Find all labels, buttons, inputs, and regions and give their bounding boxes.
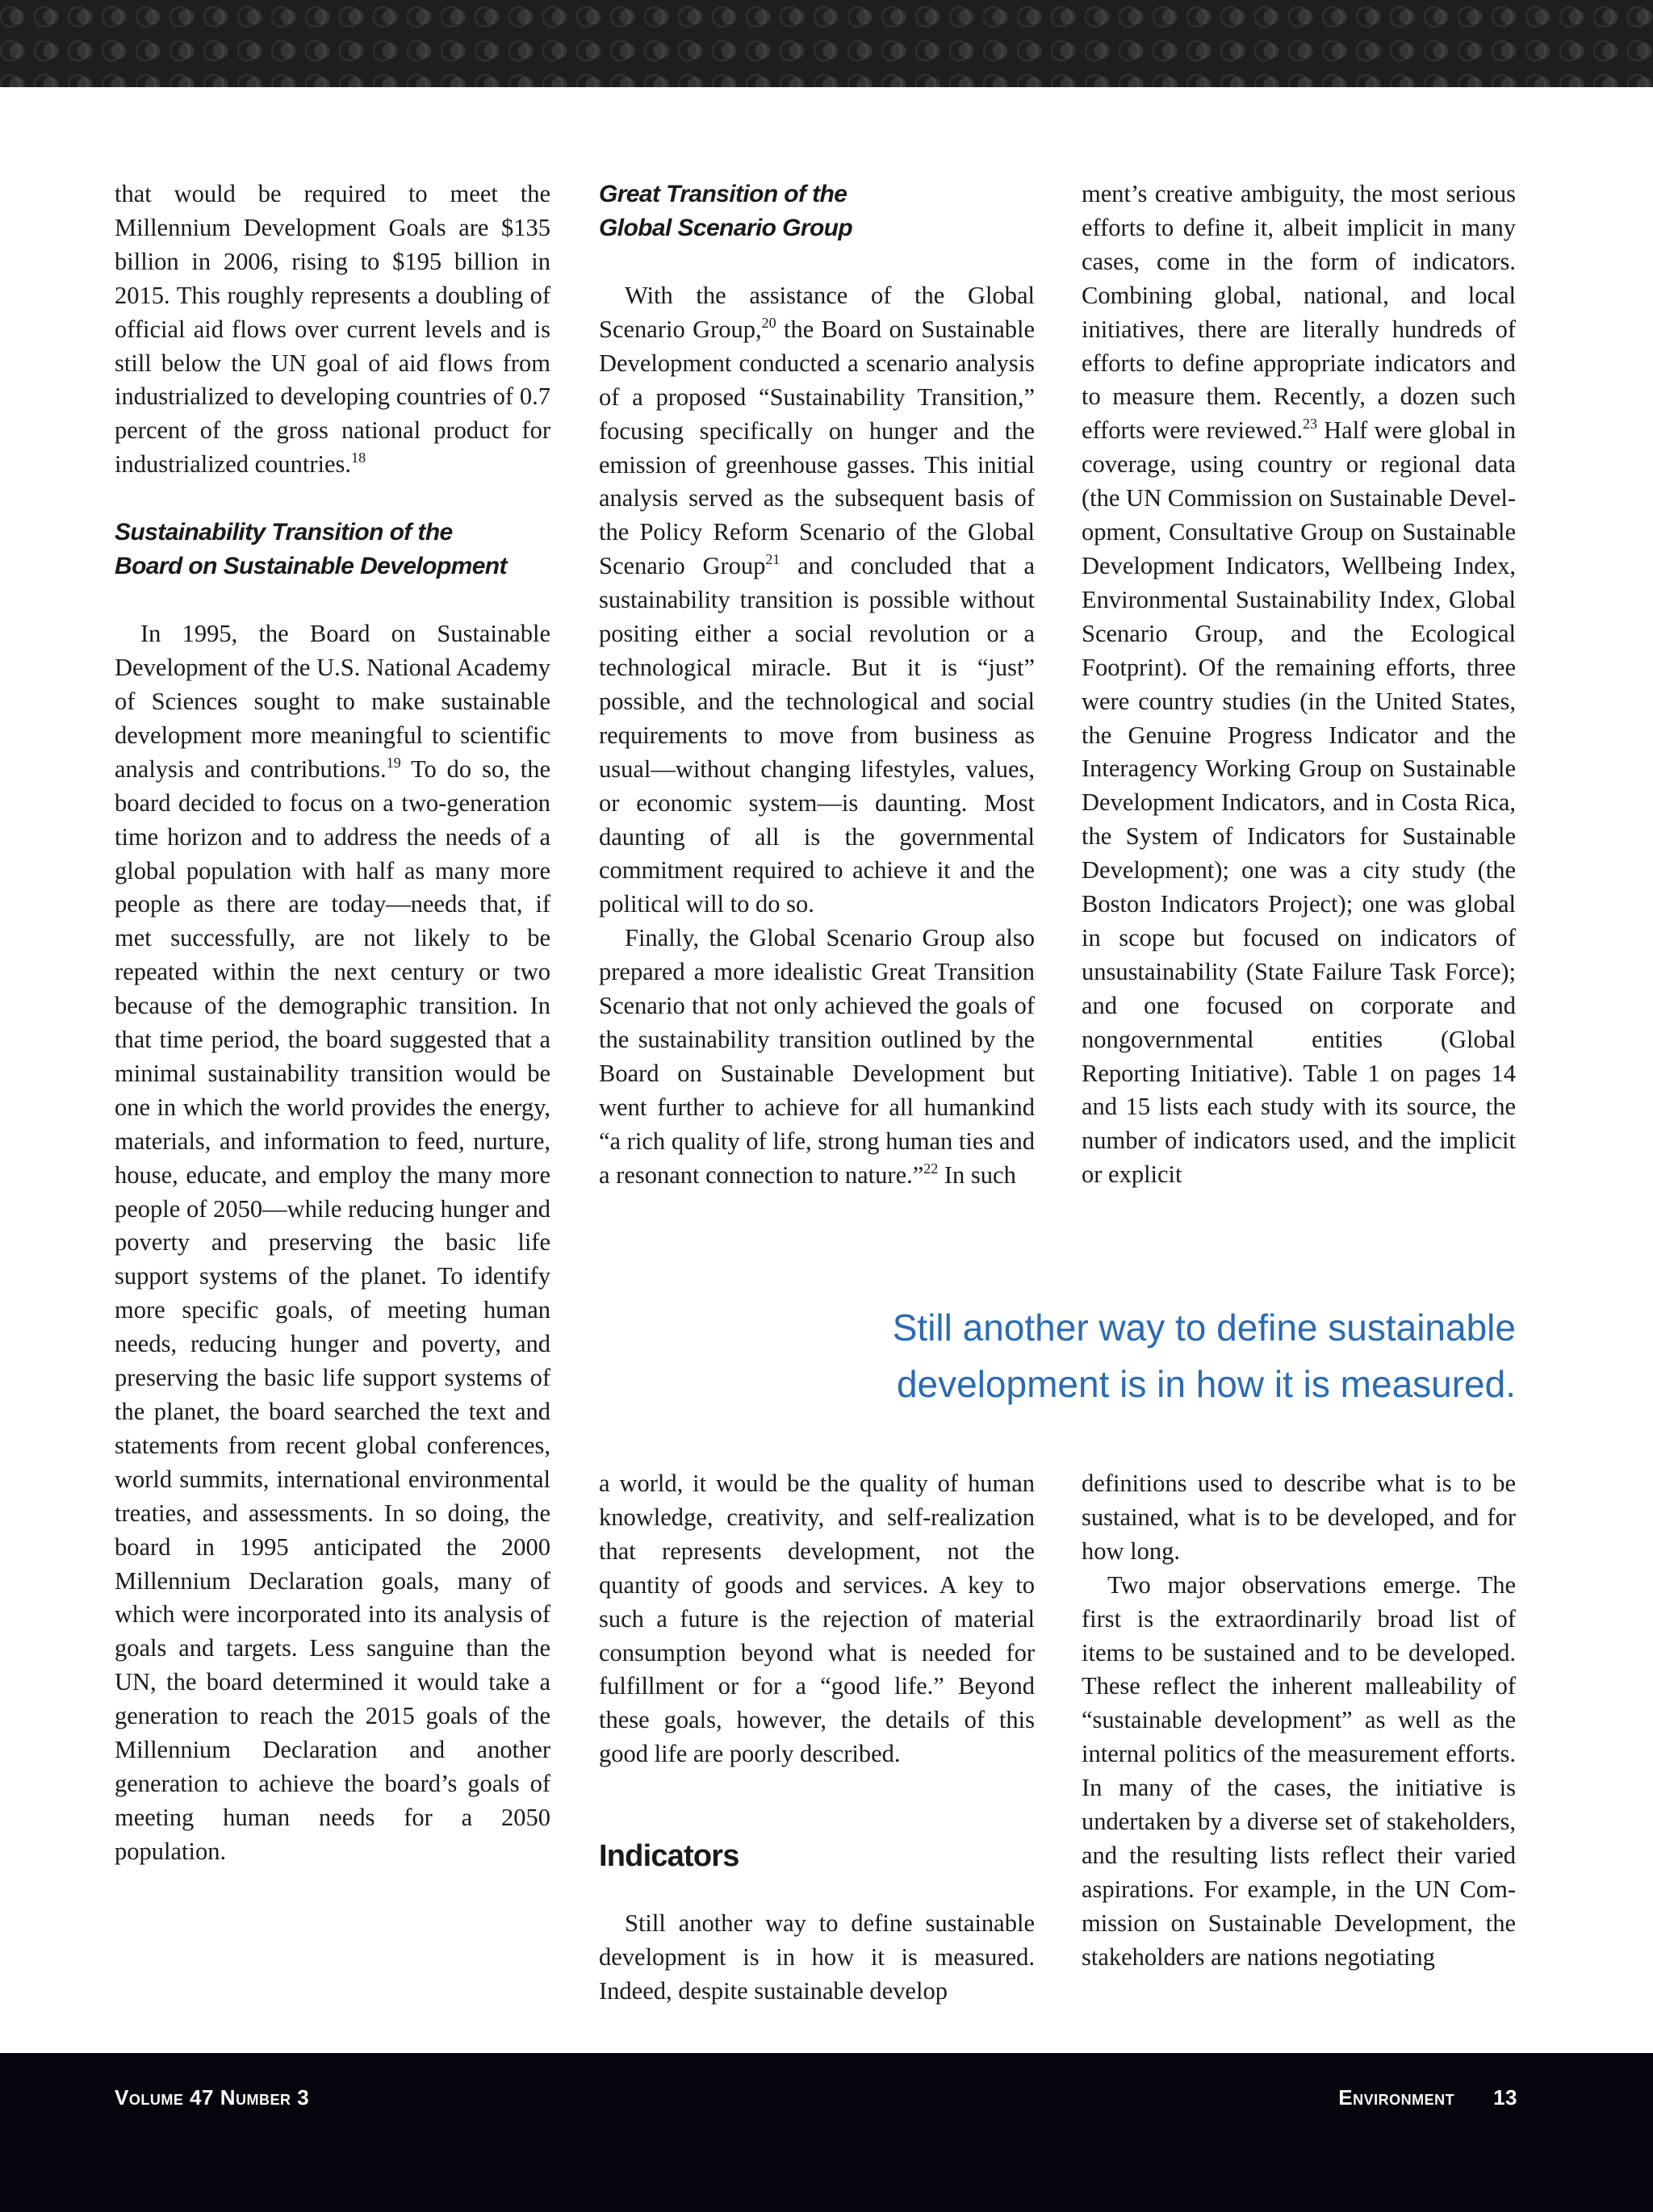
paragraph: In 1995, the Board on Sustainable Development of the U.S. National Academy of Sciences sought to make sustainable development more meaningful to scientific analysis and contributions.$^{19}$ To do so, the board decided to focus on a two-generation time horizon and to address the needs of a global population with half as many more people as there are today—needs that, if met successfully, are not likely to be repeated within the next century or two because of the demographic transition. In that time period, the board suggested that a minimal sustainability transition would be one in which the world provides the energy, materials, and information to feed, nurture, house, educate, and employ the many more people of 2050—while reducing hunger and poverty and preserving the basic life support systems of the planet. To identify more specific goals, of meeting human needs, reducing hunger and poverty, and preserving the basic life support systems of the planet, the board searched the text and statements from recent global conferences, world summits, international environmental treaties, and assessments. In so doing, the board in 1995 anticipated the 2000 Millennium Declaration goals, many of which were incorporated into its analysis of goals and targets. Less sanguine than the UN, the board determined it would take a generation to reach the 2015 goals of the Millennium Declaration and another generation to achieve the board’s goals of meeting human needs for a 2050 population. [115,620,550,1865]
section-heading-indicators: Indicators [599,1839,739,1874]
pull-quote-line: Still another way to define sustainable [892,1307,1516,1349]
footnote-ref: 18 [351,450,366,466]
article-column-1 [115,178,550,1869]
pull-quote-line: development is in how it is measured. [896,1363,1516,1405]
article-column-3-top [1082,178,1516,1192]
page-footer [0,2053,1653,2212]
footnote-ref: 20 [761,314,776,331]
article-column-2-top [599,178,1035,1192]
article-column-2-bottom [599,1467,1035,2009]
section-heading: Sustainability Transition of the Board on Sustainable Development [115,519,507,580]
paragraph: Two major observations emerge. The first is the extraordinarily broad list of items to be sustained and to be developed. These reflect the inherent malleability of “sustainable development” as well as the internal politics of the measurement efforts. In many of the cases, the initiative is undertaken by a diverse set of stakeholders, and the resulting lists reflect their varied aspirations. For example, in the UN Commission on Sustainable Development, the stakeholders are nations negotiating [1082,1570,1516,1971]
paragraph: that would be required to meet the Millennium Development Goals are $135 billion in 2006, rising to $195 billion in 2015. This roughly represents a doubling of official aid flows over current levels and is still below the UN goal of aid flows from industrialized to developing countries of 0.7 percent of the gross national product for industrialized countries.$^{18}$ [115,180,550,479]
footnote-ref: 19 [386,754,401,771]
issue-info: Volume 47 Number 3 [115,2085,310,2110]
footnote-ref: 23 [1303,416,1317,433]
paragraph: a world, it would be the quality of human knowledge, creativity, and self-realization that represents development, not the quantity of goods and services. A key to such a future is the rejection of material consumption beyond what is needed for fulfillment or for a “good life.” Beyond these goals, however, the details of this good life are poorly described. [599,1470,1035,1768]
article-column-3-bottom [1082,1467,1516,1975]
paragraph: Still another way to define sustainable development is in how it is measured. Indeed, despite sustainable develop [599,1909,1035,2005]
paragraph: With the assistance of the Global Scenario Group,$^{20}$ the Board on Sustainable Development conducted a scenario analysis of a proposed “Sustainability Transition,” focusing specifically on hunger and the emission of greenhouse gasses. This initial analysis served as the subsequent basis of the Policy Reform Scenario of the Global Scenario Group$^{21}$ and concluded that a sustainability transition is possible without positing either a social revolution or a technological miracle. But it is “just” possible, and the technological and social requirements to move from business as usual—without changing lifestyles, values, or economic system—is daunting. Most daunting of all is the governmental commitment required to achieve it and the political will to do so. [599,282,1036,918]
section-heading: Great Transition of the Global Scenario Group [599,181,853,241]
paragraph: Finally, the Global Scenario Group also prepared a more idealistic Great Transition Scenario that not only achieved the goals of the sustainability transition outlined by the Board on Sustainable Development but went further to achieve for all humankind “a rich quality of life, strong human ties and a resonant connection to nature.”$^{22}$ In such [599,924,1035,1189]
decorative-header-band [0,0,1653,87]
footnote-ref: 22 [923,1160,939,1177]
footnote-ref: 21 [765,551,780,568]
footer-right [1299,2085,1517,2110]
paragraph: ment’s creative ambiguity, the most serious efforts to define it, albeit implicit in many cases, come in the form of indicators. Combining global, national, and local initiatives, there are literally hundreds of efforts to define appropriate indicators and to measure them. Recently, a dozen such efforts were reviewed.$^{23}$ Half were global in coverage, using country or regional data (the UN Commission on Sustainable Development, Consultative Group on Sustainable Development Indicators, Wellbeing Index, Environmental Sustainability Index, Global Scenario Group, and the Ecological Footprint). Of the remaining efforts, three were country studies (in the United States, the Genuine Progress Indicator and the Interagency Working Group on Sustainable Development Indicators, and in Costa Rica, the System of Indicators for Sustainable Development); one was a city study (the Boston Indicators Project); one was global in scope but focused on indicators of unsustainability (State Failure Task Force); and one focused on corporate and nongovernmental entities (Global Reporting Initiative). Table 1 on pages 14 and 15 lists each study with its source, the number of indicators used, and the implicit or explicit [1082,180,1516,1189]
paragraph: definitions used to describe what is to be sustained, what is to be developed, and for how long. [1082,1470,1516,1565]
page-number: 13 [1493,2085,1517,2110]
magazine-name: Environment [1338,2085,1455,2110]
pull-quote [726,1299,1516,1412]
